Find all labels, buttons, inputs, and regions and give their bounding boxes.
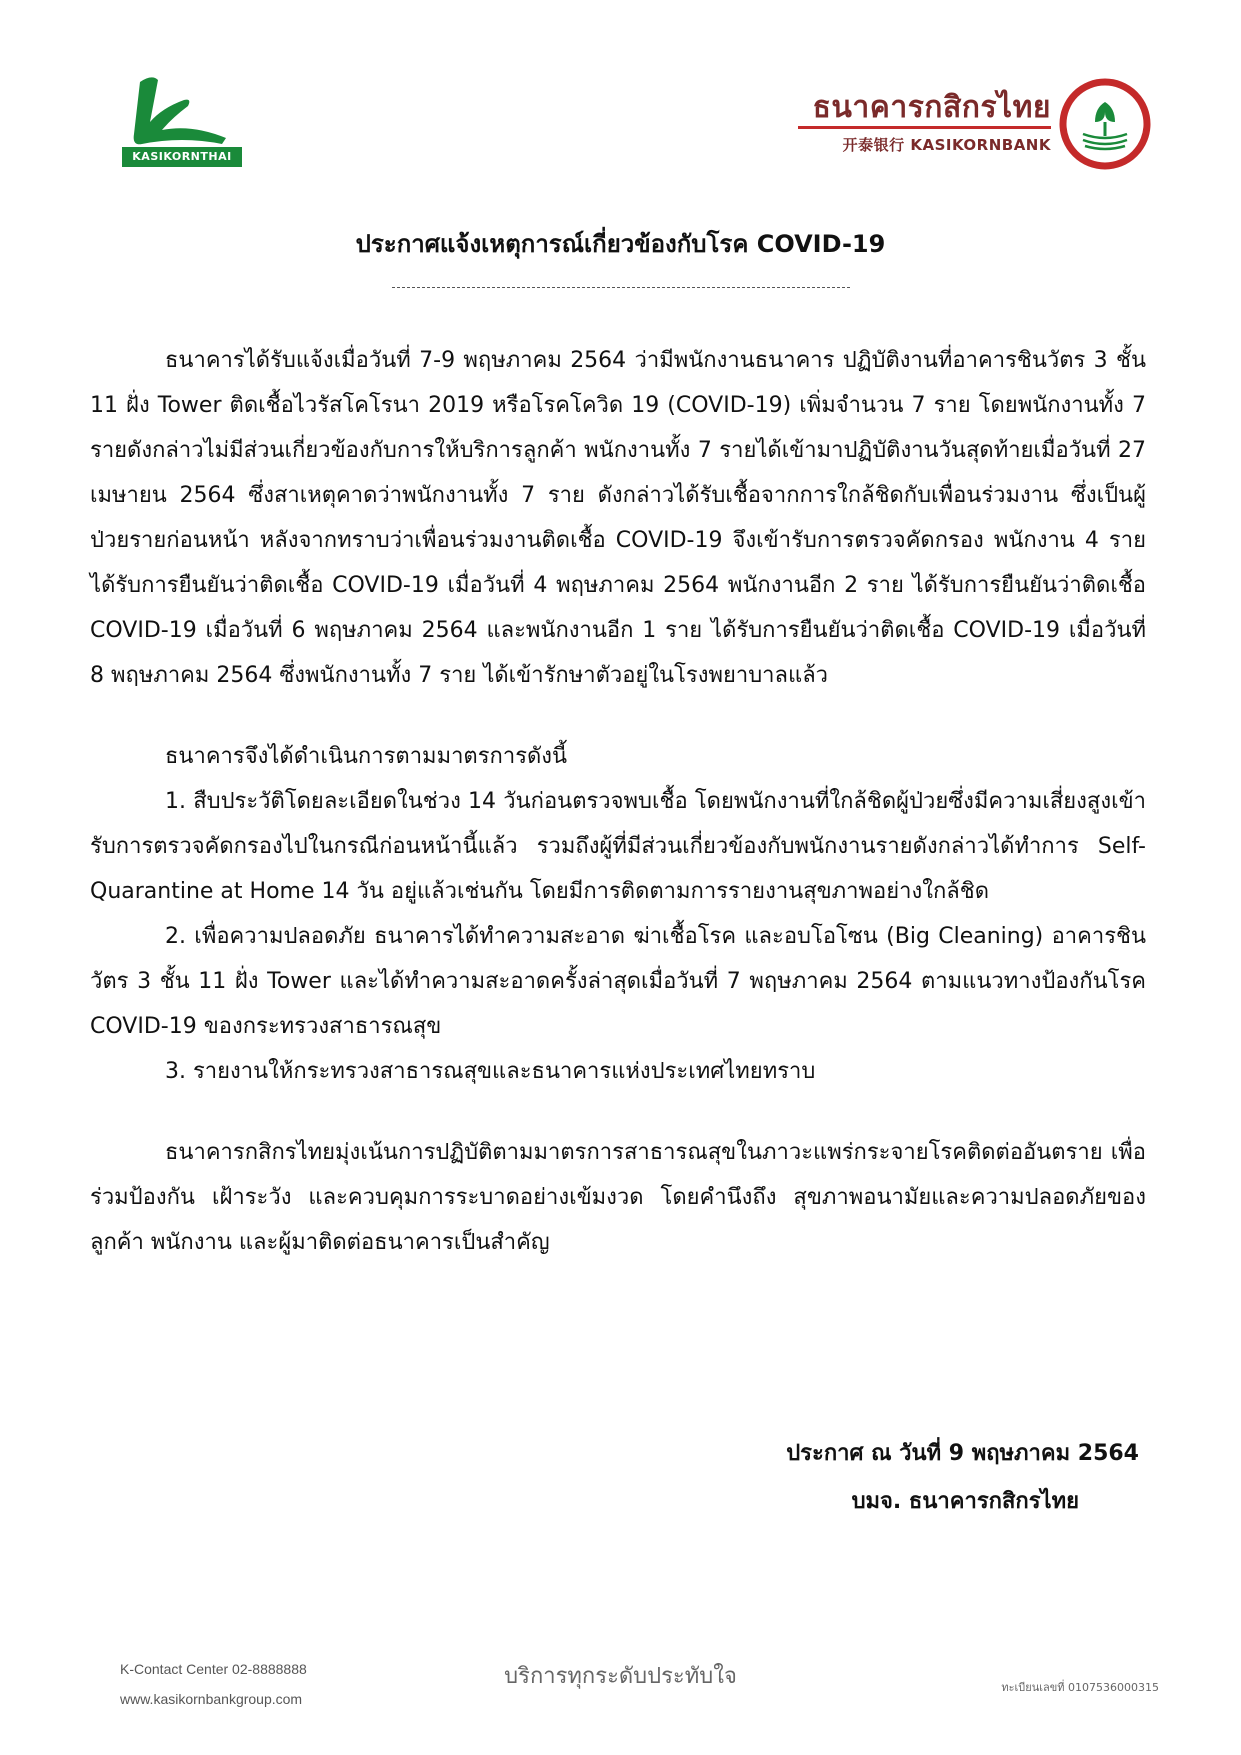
- paragraph-commitment: ธนาคารกสิกรไทยมุ่งเน้นการปฏิบัติตามมาตรการสาธารณสุขในภาวะแพร่กระจายโรคติดต่ออันตราย เพื่อร่วมป้องกัน เฝ้าระวัง และควบคุมการระบาดอย่างเข้มงวด โดยคำนึงถึง สุขภาพอนามัยและความปลอดภัยของลูกค้า พนักงาน และผู้มาติดต่อธนาคารเป็นสำคัญ: [90, 1140, 1146, 1255]
- kasikornthai-logo: [122, 74, 242, 170]
- logo-label: KASIKORNTHAI: [122, 147, 242, 167]
- measure-item-2: 2. เพื่อความปลอดภัย ธนาคารได้ทำความสะอาด ฆ่าเชื้อโรค และอบโอโซน (Big Cleaning) อาคารชินวัตร 3 ชั้น 11 ฝั่ง Tower และได้ทำความสะอาดครั้งล่าสุดเมื่อวันที่ 7 พฤษภาคม 2564 ตามแนวทางป้องกันโรค COVID-19 ของกระทรวงสาธารณสุข: [90, 924, 1146, 1039]
- page-title: ประกาศแจ้งเหตุการณ์เกี่ยวข้องกับโรค COVID-19: [355, 230, 886, 258]
- contact-center: K-Contact Center 02-8888888: [120, 1661, 307, 1677]
- paragraph-measures-intro: ธนาคารจึงได้ดำเนินการตามมาตรการดังนี้: [165, 744, 568, 769]
- paragraph-incident: ธนาคารได้รับแจ้งเมื่อวันที่ 7-9 พฤษภาคม 2564 ว่ามีพนักงานธนาคาร ปฏิบัติงานที่อาคารชินวัตร 3 ชั้น 11 ฝั่ง Tower ติดเชื้อไวรัสโคโรนา 2019 หรือโรคโควิด 19 (COVID-19) เพิ่มจำนวน 7 ราย โดยพนักงานทั้ง 7 รายดังกล่าวไม่มีส่วนเกี่ยวข้องกับการให้บริการลูกค้า พนักงานทั้ง 7 รายได้เข้ามาปฏิบัติงานวันสุดท้ายเมื่อวันที่ 27 เมษายน 2564 ซึ่งสาเหตุคาดว่าพนักงานทั้ง 7 ราย ดังกล่าวได้รับเชื้อจากการใกล้ชิดกับเพื่อนร่วมงาน ซึ่งเป็นผู้ป่วยรายก่อนหน้า หลังจากทราบว่าเพื่อนร่วมงานติดเชื้อ COVID-19 จึงเข้ารับการตรวจคัดกรอง พนักงาน 4 ราย ได้รับการยืนยันว่าติดเชื้อ COVID-19 เมื่อวันที่ 4 พฤษภาคม 2564 พนักงานอีก 2 ราย ได้รับการยืนยันว่าติดเชื้อ COVID-19 เมื่อวันที่ 6 พฤษภาคม 2564 และพนักงานอีก 1 ราย ได้รับการยืนยันว่าติดเชื้อ COVID-19 เมื่อวันที่ 8 พฤษภาคม 2564 ซึ่งพนักงานทั้ง 7 ราย ได้เข้ารักษาตัวอยู่ในโรงพยาบาลแล้ว: [90, 348, 1146, 688]
- title-divider: [392, 287, 850, 288]
- bank-emblem-icon: [1059, 78, 1151, 170]
- kasikornbank-logo: [786, 78, 1151, 168]
- bank-name-en: 开泰银行 KASIKORNBANK: [842, 136, 1051, 154]
- footer-slogan: บริการทุกระดับประทับใจ: [504, 1664, 737, 1689]
- announcement-body: [90, 338, 1146, 1265]
- k-leaf-icon: [122, 74, 242, 148]
- organization-name: บมจ. ธนาคารกสิกรไทย: [851, 1489, 1079, 1514]
- registration-number: ทะเบียนเลขที่ 0107536000315: [1001, 1681, 1159, 1694]
- bank-name-thai: ธนาคารกสิกรไทย: [812, 90, 1051, 125]
- measure-item-3: 3. รายงานให้กระทรวงสาธารณสุขและธนาคารแห่งประเทศไทยทราบ: [165, 1059, 816, 1084]
- website-link[interactable]: www.kasikornbankgroup.com: [120, 1691, 303, 1707]
- signature-block: [786, 1430, 1139, 1526]
- measure-item-1: 1. สืบประวัติโดยละเอียดในช่วง 14 วันก่อนตรวจพบเชื้อ โดยพนักงานที่ใกล้ชิดผู้ป่วยซึ่งมีความเสี่ยงสูงเข้ารับการตรวจคัดกรองไปในกรณีก่อนหน้านี้แล้ว รวมถึงผู้ที่มีส่วนเกี่ยวข้องกับพนักงานรายดังกล่าวได้ทำการ Self-Quarantine at Home 14 วัน อยู่แล้วเช่นกัน โดยมีการติดตามการรายงานสุขภาพอย่างใกล้ชิด: [90, 789, 1146, 904]
- announcement-date: ประกาศ ณ วันที่ 9 พฤษภาคม 2564: [786, 1441, 1139, 1466]
- divider: [798, 126, 1051, 129]
